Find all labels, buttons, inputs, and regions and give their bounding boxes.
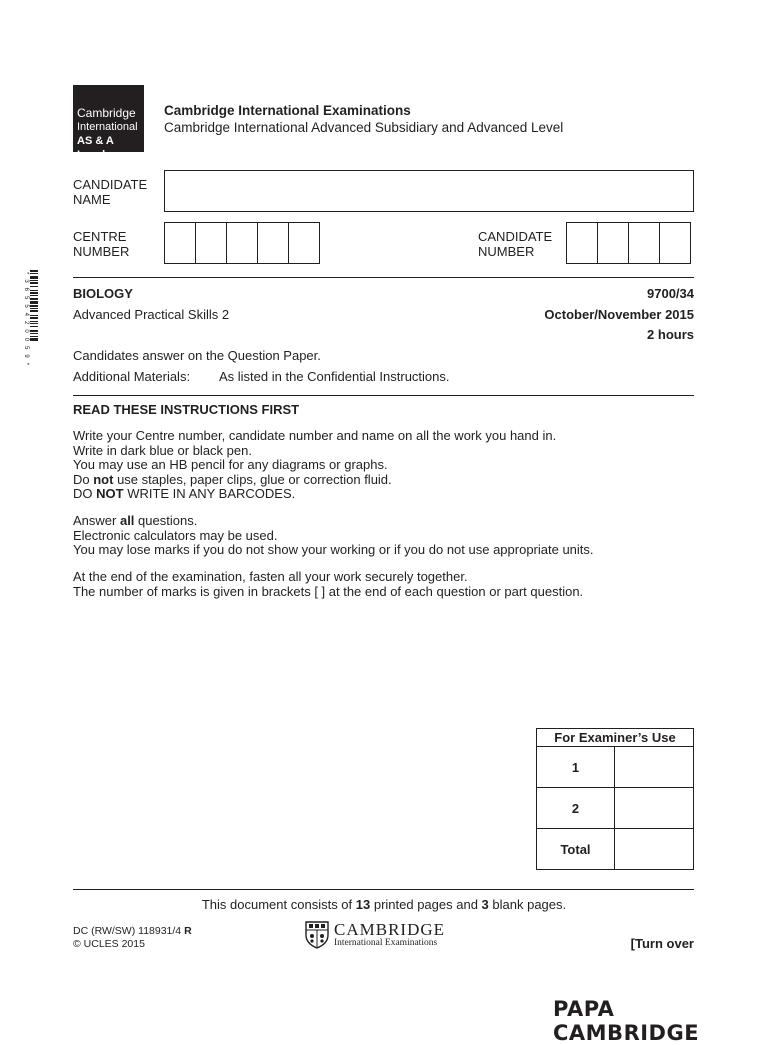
page-count-note: This document consists of 13 printed pages and 3 blank pages. bbox=[201, 897, 567, 912]
barcode-bar bbox=[30, 273, 38, 274]
instructions-block-2 bbox=[73, 514, 594, 558]
digit-box[interactable] bbox=[257, 222, 289, 264]
document-reference bbox=[73, 925, 192, 951]
instructions-heading: READ THESE INSTRUCTIONS FIRST bbox=[73, 402, 300, 417]
papa-cambridge-watermark: PAPA CAMBRIDGE bbox=[553, 997, 700, 1045]
digit-box[interactable] bbox=[628, 222, 660, 264]
candidate-number-boxes[interactable] bbox=[566, 222, 691, 264]
instruction-line: Electronic calculators may be used. bbox=[73, 527, 278, 543]
total-label: Total bbox=[537, 829, 615, 870]
digit-box[interactable] bbox=[288, 222, 320, 264]
copyright: © UCLES 2015 bbox=[73, 938, 145, 950]
instruction-line: You may use an HB pencil for any diagrams or graphs. bbox=[73, 457, 388, 473]
session: October/November 2015 bbox=[544, 307, 694, 322]
mark-cell[interactable] bbox=[615, 747, 694, 788]
barcode-bar bbox=[30, 315, 38, 316]
mark-cell[interactable] bbox=[615, 788, 694, 829]
barcode-bar bbox=[30, 326, 38, 327]
instruction-line: Write your Centre number, candidate number and name on all the work you hand in. bbox=[73, 428, 557, 443]
barcode-bar bbox=[30, 276, 38, 279]
barcode-bar bbox=[30, 317, 38, 319]
digit-box[interactable] bbox=[566, 222, 598, 264]
logo-line-3: AS & A Level bbox=[77, 135, 114, 161]
barcode-bar bbox=[30, 330, 38, 332]
divider bbox=[73, 395, 694, 396]
instruction-line: Do not use staples, paper clips, glue or correction fluid. bbox=[73, 471, 392, 487]
candidate-number-label bbox=[478, 229, 552, 259]
logo-line-1: Cambridge bbox=[77, 106, 136, 120]
barcode-bar bbox=[30, 305, 38, 307]
materials-value: As listed in the Confidential Instructions. bbox=[219, 369, 450, 384]
barcode-bar bbox=[30, 336, 38, 337]
instruction-line: You may lose marks if you do not show your working or if you do not use appropriate units. bbox=[73, 542, 594, 558]
org-subtitle: Cambridge International Advanced Subsidiary and Advanced Level bbox=[164, 120, 564, 135]
candidate-name-label bbox=[73, 177, 147, 207]
instruction-line: Answer all questions. bbox=[73, 513, 198, 528]
cambridge-sub: International Examinations bbox=[334, 937, 438, 948]
divider bbox=[73, 889, 694, 890]
examiner-table-header: For Examiner’s Use bbox=[537, 729, 694, 747]
barcode-bar bbox=[30, 338, 38, 341]
barcode bbox=[24, 270, 38, 408]
digit-box[interactable] bbox=[597, 222, 629, 264]
label-line: CANDIDATE bbox=[478, 229, 553, 244]
cambridge-wordmark: CAMBRIDGE bbox=[334, 919, 446, 939]
ref-code: DC (RW/SW) 118931/4 R bbox=[73, 925, 192, 937]
org-title: Cambridge International Examinations bbox=[164, 103, 411, 118]
instruction-line: The number of marks is given in brackets [ ] at the end of each question or part question. bbox=[73, 583, 584, 599]
logo-line-2: International bbox=[77, 121, 138, 133]
label-line: CANDIDATE bbox=[73, 177, 148, 192]
materials-label: Additional Materials: bbox=[73, 369, 191, 384]
duration: 2 hours bbox=[647, 327, 694, 342]
barcode-bar bbox=[30, 310, 38, 312]
candidate-name-field[interactable] bbox=[164, 170, 694, 212]
digit-box[interactable] bbox=[226, 222, 258, 264]
barcode-bar bbox=[30, 321, 38, 322]
crest-icon bbox=[305, 921, 329, 949]
divider bbox=[73, 277, 694, 278]
centre-number-label bbox=[73, 229, 129, 259]
barcode-bar bbox=[30, 286, 38, 287]
label-line: NUMBER bbox=[73, 244, 130, 259]
subject: BIOLOGY bbox=[73, 286, 133, 301]
barcode-bar bbox=[30, 282, 38, 284]
barcode-digits: *3655420059* bbox=[23, 272, 29, 371]
instruction-line: Write in dark blue or black pen. bbox=[73, 442, 252, 458]
barcode-bar bbox=[30, 298, 38, 300]
instructions-block-3 bbox=[73, 570, 583, 599]
cambridge-crest-logo bbox=[305, 921, 445, 949]
barcode-bar bbox=[30, 333, 38, 334]
instruction-line: At the end of the examination, fasten all your work securely together. bbox=[73, 569, 468, 584]
label-line: CENTRE bbox=[73, 229, 127, 244]
examiner-use-table bbox=[536, 728, 694, 870]
barcode-bar bbox=[30, 308, 38, 309]
barcode-bar bbox=[30, 290, 38, 291]
digit-box[interactable] bbox=[164, 222, 196, 264]
barcode-bar bbox=[30, 270, 38, 272]
digit-box[interactable] bbox=[195, 222, 227, 264]
instructions-block-1 bbox=[73, 429, 556, 502]
turn-over: [Turn over bbox=[630, 936, 694, 951]
total-mark-cell[interactable] bbox=[615, 829, 694, 870]
barcode-bar bbox=[30, 292, 38, 294]
component: Advanced Practical Skills 2 bbox=[73, 307, 230, 322]
barcode-bar bbox=[30, 301, 38, 304]
question-number: 2 bbox=[537, 788, 615, 829]
cambridge-logo-box bbox=[73, 85, 144, 161]
question-number: 1 bbox=[537, 747, 615, 788]
instruction-line: DO NOT WRITE IN ANY BARCODES. bbox=[73, 486, 296, 502]
barcode-bar bbox=[30, 295, 38, 296]
digit-box[interactable] bbox=[659, 222, 691, 264]
paper-code: 9700/34 bbox=[647, 286, 694, 301]
barcode-bar bbox=[30, 280, 38, 281]
answer-note: Candidates answer on the Question Paper. bbox=[73, 348, 321, 363]
centre-number-boxes[interactable] bbox=[164, 222, 320, 264]
label-line: NUMBER bbox=[478, 244, 535, 259]
barcode-bar bbox=[30, 323, 38, 324]
label-line: NAME bbox=[73, 192, 111, 207]
